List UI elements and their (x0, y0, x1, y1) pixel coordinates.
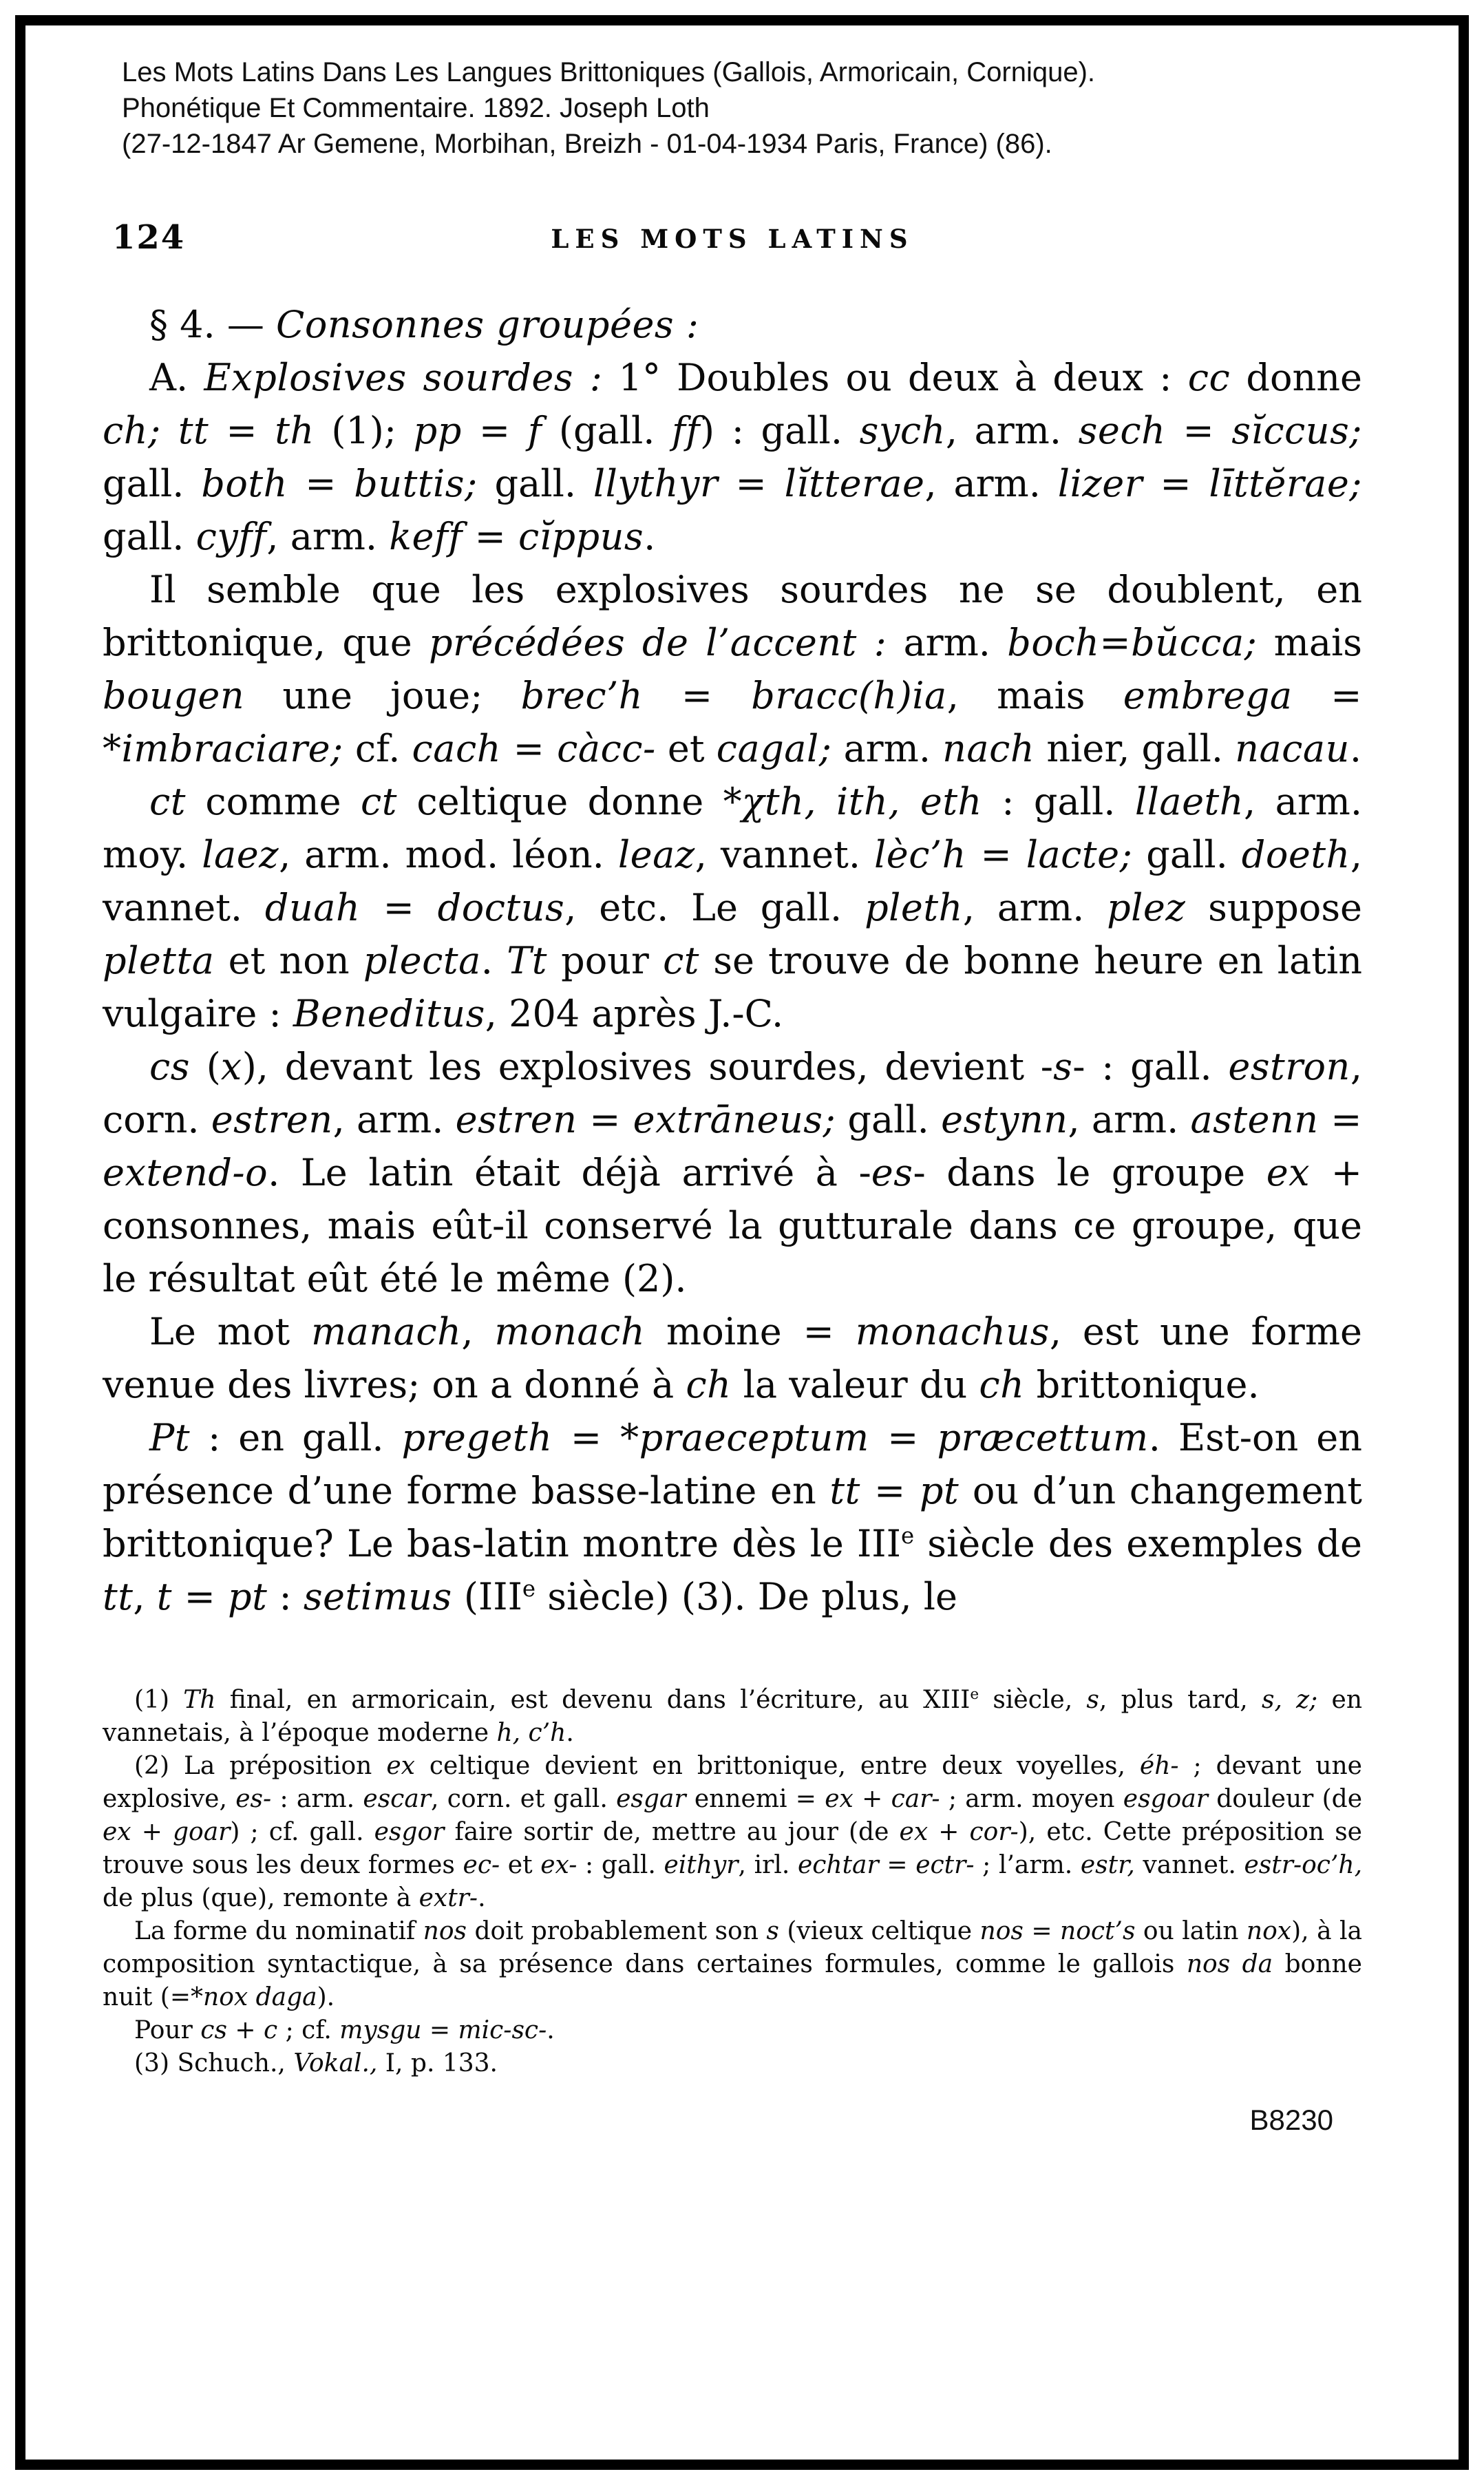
paragraph: Pt : en gall. pregeth = *praeceptum = præcettum. Est-on en présence d’une forme basse-latine en tt = pt ou d’un changement brittonique? Le bas-latin montre dès le IIIe siècle des exemples de tt, t = pt : setimus (IIIe siècle) (3). De plus, le (103, 1416, 1363, 1618)
header-note-line1: Les Mots Latins Dans Les Langues Brittoniques (Gallois, Armoricain, Cornique). (122, 57, 1096, 87)
body-text (103, 298, 1362, 1623)
header-note-line2: Phonétique Et Commentaire. 1892. Joseph Loth (122, 93, 710, 123)
paragraph: ct comme ct celtique donne *χth, ith, eth : gall. llaeth, arm. moy. laez, arm. mod. léon. leaz, vannet. lèc’h = lacte; gall. doeth, vannet. duah = doctus, etc. Le gall. pleth, arm. plez suppose pletta et non plecta. Tt pour ct se trouve de bonne heure en latin vulgaire : Beneditus, 204 après J.-C. (103, 780, 1363, 1035)
running-title: LES MOTS LATINS (551, 224, 914, 254)
page-border-frame (15, 15, 1469, 2470)
footnote: Pour cs + c ; cf. mysgu = mic-sc-. (134, 2016, 555, 2044)
footnote: (3) Schuch., Vokal., I, p. 133. (134, 2049, 498, 2077)
paragraph: cs (x), devant les explosives sourdes, devient -s- : gall. estron, corn. estren, arm. estren = extrāneus; gall. estynn, arm. astenn = extend-o. Le latin était déjà arrivé à -es- dans le groupe ex + consonnes, mais eût-il conservé la gutturale dans ce groupe, que le résultat eût été le même (2). (103, 1045, 1363, 1300)
page-number: 124 (112, 218, 186, 257)
footnote: La forme du nominatif nos doit probablement son s (vieux celtique nos = noct’s ou latin nox), à la composition syntactique, à sa présence dans certaines formules, comme le gallois nos da bonne nuit (=*nox daga). (103, 1917, 1363, 2011)
paragraph: Le mot manach, monach moine = monachus, est une forme venue des livres; on a donné à ch la valeur du ch brittonique. (103, 1310, 1363, 1406)
footnote: (1) Th final, en armoricain, est devenu dans l’écriture, au XIIIe siècle, s, plus tard, s, z; en vannetais, à l’époque moderne h, c’h. (103, 1686, 1363, 1747)
paragraph: Il semble que les explosives sourdes ne se doublent, en brittonique, que précédées de l’accent : arm. boch=bŭcca; mais bougen une joue; brec’h = bracc(h)ia, mais embrega = *imbraciare; cf. cach = càcc- et cagal; arm. nach nier, gall. nacau. (103, 568, 1363, 770)
footnotes (103, 1684, 1362, 2080)
header-note (122, 54, 1362, 162)
paragraph-section-heading: § 4. — Consonnes groupées : (149, 303, 699, 346)
paragraph: A. Explosives sourdes : 1° Doubles ou deux à deux : cc donne ch; tt = th (1); pp = f (gall. ff) : gall. sych, arm. sech = sĭccus; gall. both = buttis; gall. llythyr = lĭtterae, arm. lizer = līttĕrae; gall. cyff, arm. keff = cĭppus. (103, 356, 1362, 558)
shelfmark: B8230 (1249, 2104, 1333, 2136)
running-head (103, 218, 1362, 260)
footnote: (2) La préposition ex celtique devient en brittonique, entre deux voyelles, éh- ; devant une explosive, es- : arm. escar, corn. et gall. esgar ennemi = ex + car- ; arm. moyen esgoar douleur (de ex + goar) ; cf. gall. esgor faire sortir de, mettre au jour (de ex + cor-), etc. Cette préposition se trouve sous les deux formes ec- et ex- : gall. eithyr, irl. echtar = ectr- ; l’arm. estr, vannet. estr-oc’h, de plus (que), remonte à extr-. (103, 1752, 1363, 1912)
header-note-line3: (27-12-1847 Ar Gemene, Morbihan, Breizh - 01-04-1934 Paris, France) (86). (122, 129, 1052, 159)
